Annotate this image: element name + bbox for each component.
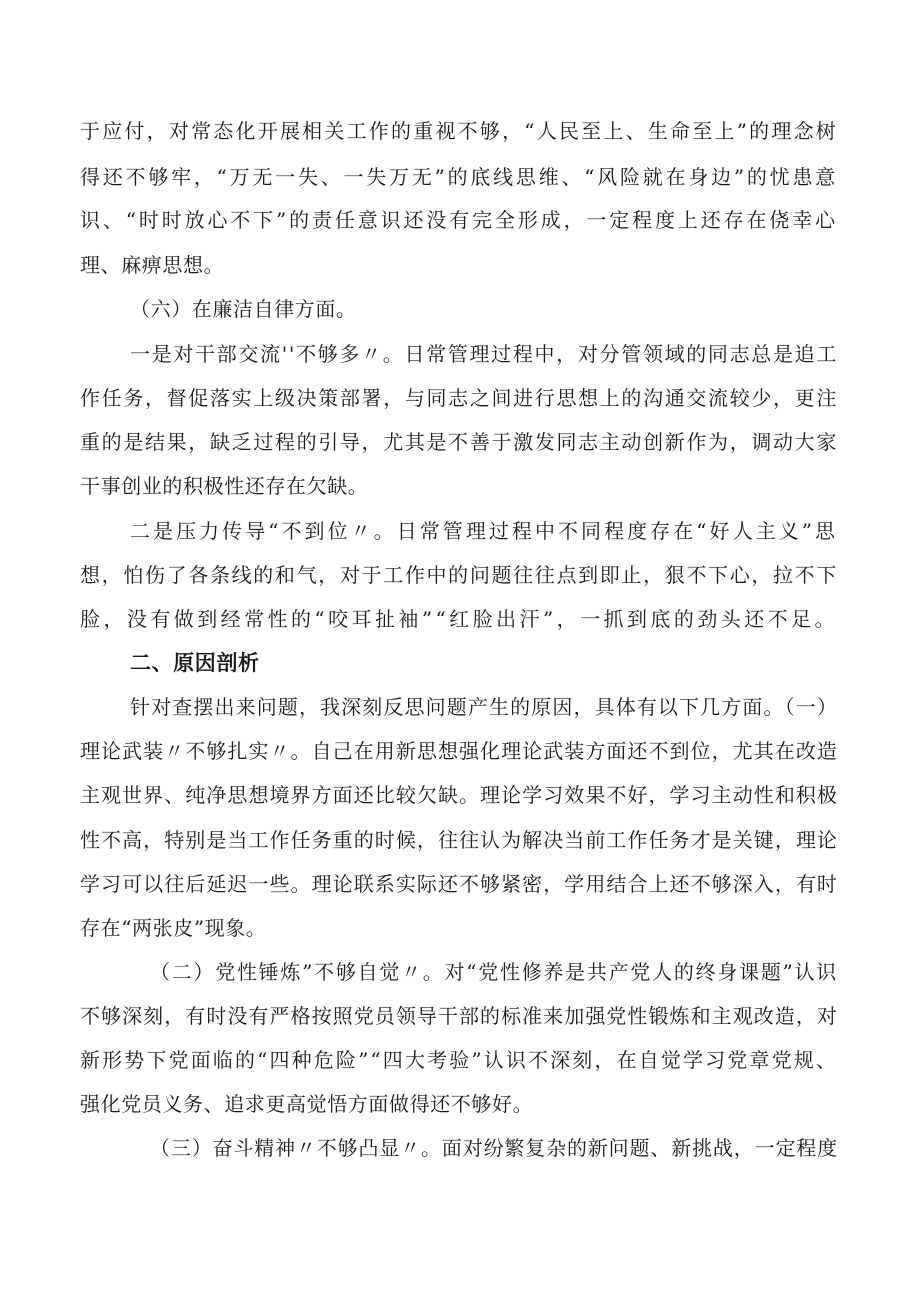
text-line: 脸，没有做到经常性的“咬耳扯袖”“红脸出汗”，一抓到底的劲头还不足。	[80, 607, 838, 631]
text-line: 识、“时时放心不下”的责任意识还没有完全形成，一定程度上还存在侥幸心	[80, 208, 838, 232]
text-line: 得还不够牢，“万无一失、一失万无”的底线思维、“风险就在身边”的忧患意	[80, 165, 838, 189]
text-line: 存在“两张皮”现象。	[80, 916, 267, 940]
text-line: 理论武装〃不够扎实〃。自己在用新思想强化理论武装方面还不到位，尤其在改造	[80, 739, 838, 763]
text-line: 不够深刻，有时没有严格按照党员领导干部的标准来加强党性锻炼和主观改造，对	[80, 1004, 838, 1028]
text-line: 想，怕伤了各条线的和气，对于工作中的问题往往点到即止，狠不下心，拉不下	[80, 563, 838, 587]
text-line: （三）奋斗精神〃不够凸显〃。面对纷繁复杂的新问题、新挑战，一定程度	[150, 1136, 838, 1160]
text-line: 二是压力传导“不到位〃。日常管理过程中不同程度存在“好人主义”思	[130, 519, 838, 543]
text-line: 重的是结果，缺乏过程的引导，尤其是不善于激发同志主动创新作为，调动大家	[80, 430, 838, 454]
text-line: 一是对干部交流''不够多〃。日常管理过程中，对分管领域的同志总是追工	[130, 342, 838, 366]
text-line: 于应付，对常态化开展相关工作的重视不够，“人民至上、生命至上”的理念树	[80, 119, 838, 143]
text-line: 性不高，特别是当工作任务重的时候，往往认为解决当前工作任务才是关键，理论	[80, 828, 838, 852]
text-line: 作任务，督促落实上级决策部署，与同志之间进行思想上的沟通交流较少，更注	[80, 386, 838, 410]
section-heading: 二、原因剖析	[130, 651, 260, 675]
section-subheading: （六）在廉洁自律方面。	[130, 297, 357, 321]
text-line: 新形势下党面临的“四种危险”“四大考验”认识不深刻，在自觉学习党章党规、	[80, 1048, 838, 1072]
text-line: 针对查摆出来问题，我深刻反思问题产生的原因，具体有以下几方面。（一）	[130, 695, 838, 719]
text-line: 主观世界、纯净思想境界方面还比较欠缺。理论学习效果不好，学习主动性和积极	[80, 783, 838, 807]
text-line: 理、麻痹思想。	[80, 253, 225, 277]
text-line: 学习可以往后延迟一些。理论联系实际还不够紧密，学用结合上还不够深入，有时	[80, 872, 838, 896]
text-line: 强化党员义务、追求更高觉悟方面做得还不够好。	[80, 1092, 534, 1116]
text-line: 干事创业的积极性还存在欠缺。	[80, 474, 369, 498]
text-line: （二）党性锤炼”不够自觉〃。对“党性修养是共产党人的终身课题”认识	[150, 960, 838, 984]
